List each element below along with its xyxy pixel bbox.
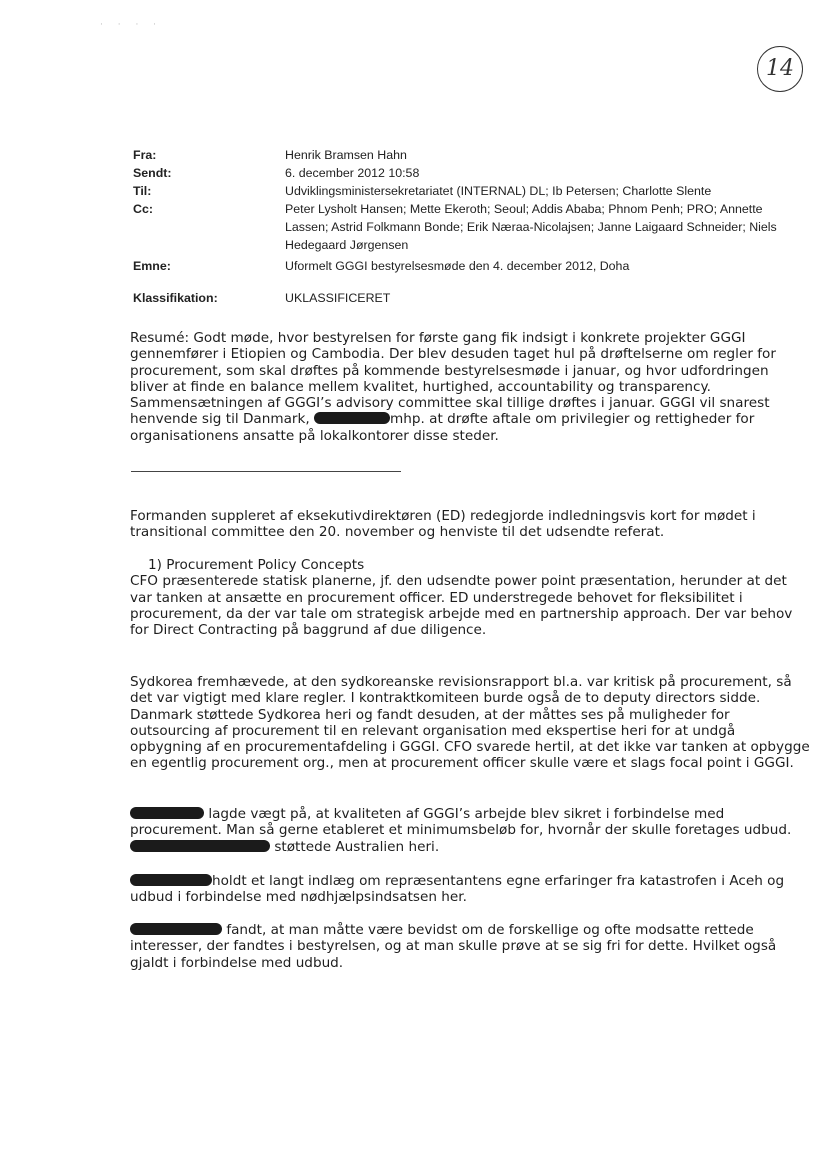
korea-text: Sydkorea fremhævede, at den sydkoreanske revisionsrapport bl.a. var kritisk på procurement, så det var vigtigt med klare regler. I kontraktkomiteen burde også de to deputy directors sidde. Danmark støttede Sydkorea heri og fandt desuden, at der måttes ses på muligheder for outsourcing af procurement til en relevant organisation med ekspertise heri for at undgå opbygning af en procurementafdeling i GGGI. CFO svarede hertil, at det ikke var tanken at opbygge en egentlig procurement org., men at procurement officer skulle være et slags focal point i GGGI. <box>130 674 810 772</box>
redaction-bar <box>314 412 390 424</box>
redaction-bar <box>130 840 270 852</box>
section-text: CFO præsenterede statisk planerne, jf. den udsendte power point præsentation, herunder at det var tanken at ansætte en procurement officer. ED understregede behovet for fleksibilitet i procurement, da der var tale om strategisk arbejde med en partnership approach. Der var behov for Direct Contracting på baggrund af due diligence. <box>130 573 793 639</box>
header-row-from <box>133 146 813 164</box>
header-label: Cc: <box>133 202 153 216</box>
header-row-subject <box>133 257 813 275</box>
header-value: Henrik Bramsen Hahn <box>285 148 407 162</box>
classification-label: Klassifikation: <box>133 291 218 305</box>
paragraph-a-text-1: lagde vægt på, at kvaliteten af GGGI’s arbejde blev sikret i forbindelse med procurement. Man så gerne etableret et minimumsbeløb for, hvornår der skulle foretages udbud. <box>130 806 792 839</box>
header-value: 6. december 2012 10:58 <box>285 166 420 180</box>
paragraph-b-text: holdt et langt indlæg om repræsentantens egne erfaringer fra katastrofen i Aceh og udbud i forbindelse med nødhjælpsindsatsen her. <box>130 873 785 906</box>
paragraph-a-text-2: støttede Australien heri. <box>270 838 440 855</box>
korea-paragraph <box>130 674 810 772</box>
separator-line <box>131 471 401 472</box>
resume-text-2: mhp. at drøfte aftale om privilegier og rettigheder for organisationens ansatte på lokalkontorer disse steder. <box>130 411 755 444</box>
resume-paragraph <box>130 330 810 444</box>
classification <box>133 291 390 305</box>
resume-text-1: Resumé: Godt møde, hvor bestyrelsen for første gang fik indsigt i konkrete projekter GGGI gennemfører i Etiopien og Cambodia. Der blev desuden taget hul på drøftelserne om regler for procurement, som skal drøftes på kommende bestyrelsesmøde i januar, og hvor udfordringen bliver at finde en balance mellem kvalitet, hurtighed, accountability og transparency. Sammensætningen af GGGI’s advisory committee skal tillige drøftes i januar. GGGI vil snarest henvende sig til Danmark, <box>130 330 776 428</box>
header-value: Peter Lysholt Hansen; Mette Ekeroth; Seoul; Addis Ababa; Phnom Penh; PRO; Annette Lassen; Astrid Folkmann Bonde; Erik Næraa-Nicolajsen; Janne Laigaard Schneider; Niels Hedegaard Jørgensen <box>285 202 777 252</box>
header-label: Sendt: <box>133 166 172 180</box>
paragraph-c <box>130 922 810 971</box>
classification-value: UKLASSIFICERET <box>285 291 391 305</box>
section-heading: 1) Procurement Policy Concepts <box>148 557 365 573</box>
scan-specks: · · · · <box>100 20 163 30</box>
header-label: Til: <box>133 184 152 198</box>
intro-text: Formanden suppleret af eksekutivdirektøren (ED) redegjorde indledningsvis kort for mødet i transitional committee den 20. november og henviste til det udsendte referat. <box>130 508 756 541</box>
header-row-cc <box>133 200 781 254</box>
header-value: Uformelt GGGI bestyrelsesmøde den 4. december 2012, Doha <box>285 259 630 273</box>
intro-paragraph <box>130 508 810 541</box>
paragraph-b <box>130 873 810 906</box>
header-row-sent <box>133 164 813 182</box>
redaction-bar <box>130 807 204 819</box>
paragraph-a <box>130 806 810 855</box>
paragraph-c-text: fandt, at man måtte være bevidst om de forskellige og ofte modsatte rettede interesser, der fandtes i bestyrelsen, og at man skulle prøve at se sig fri for dette. Hvilket også gjaldt i forbindelse med udbud. <box>130 922 777 971</box>
page-number-stamp: 14 <box>757 46 803 92</box>
header-value: Udviklingsministersekretariatet (INTERNAL) DL; Ib Petersen; Charlotte Slente <box>285 184 712 198</box>
header-label: Emne: <box>133 259 171 273</box>
section-procurement <box>130 557 810 638</box>
redaction-bar <box>130 874 212 886</box>
header-row-to <box>133 182 813 200</box>
header-label: Fra: <box>133 148 157 162</box>
email-header <box>133 146 813 275</box>
redaction-bar <box>130 923 222 935</box>
